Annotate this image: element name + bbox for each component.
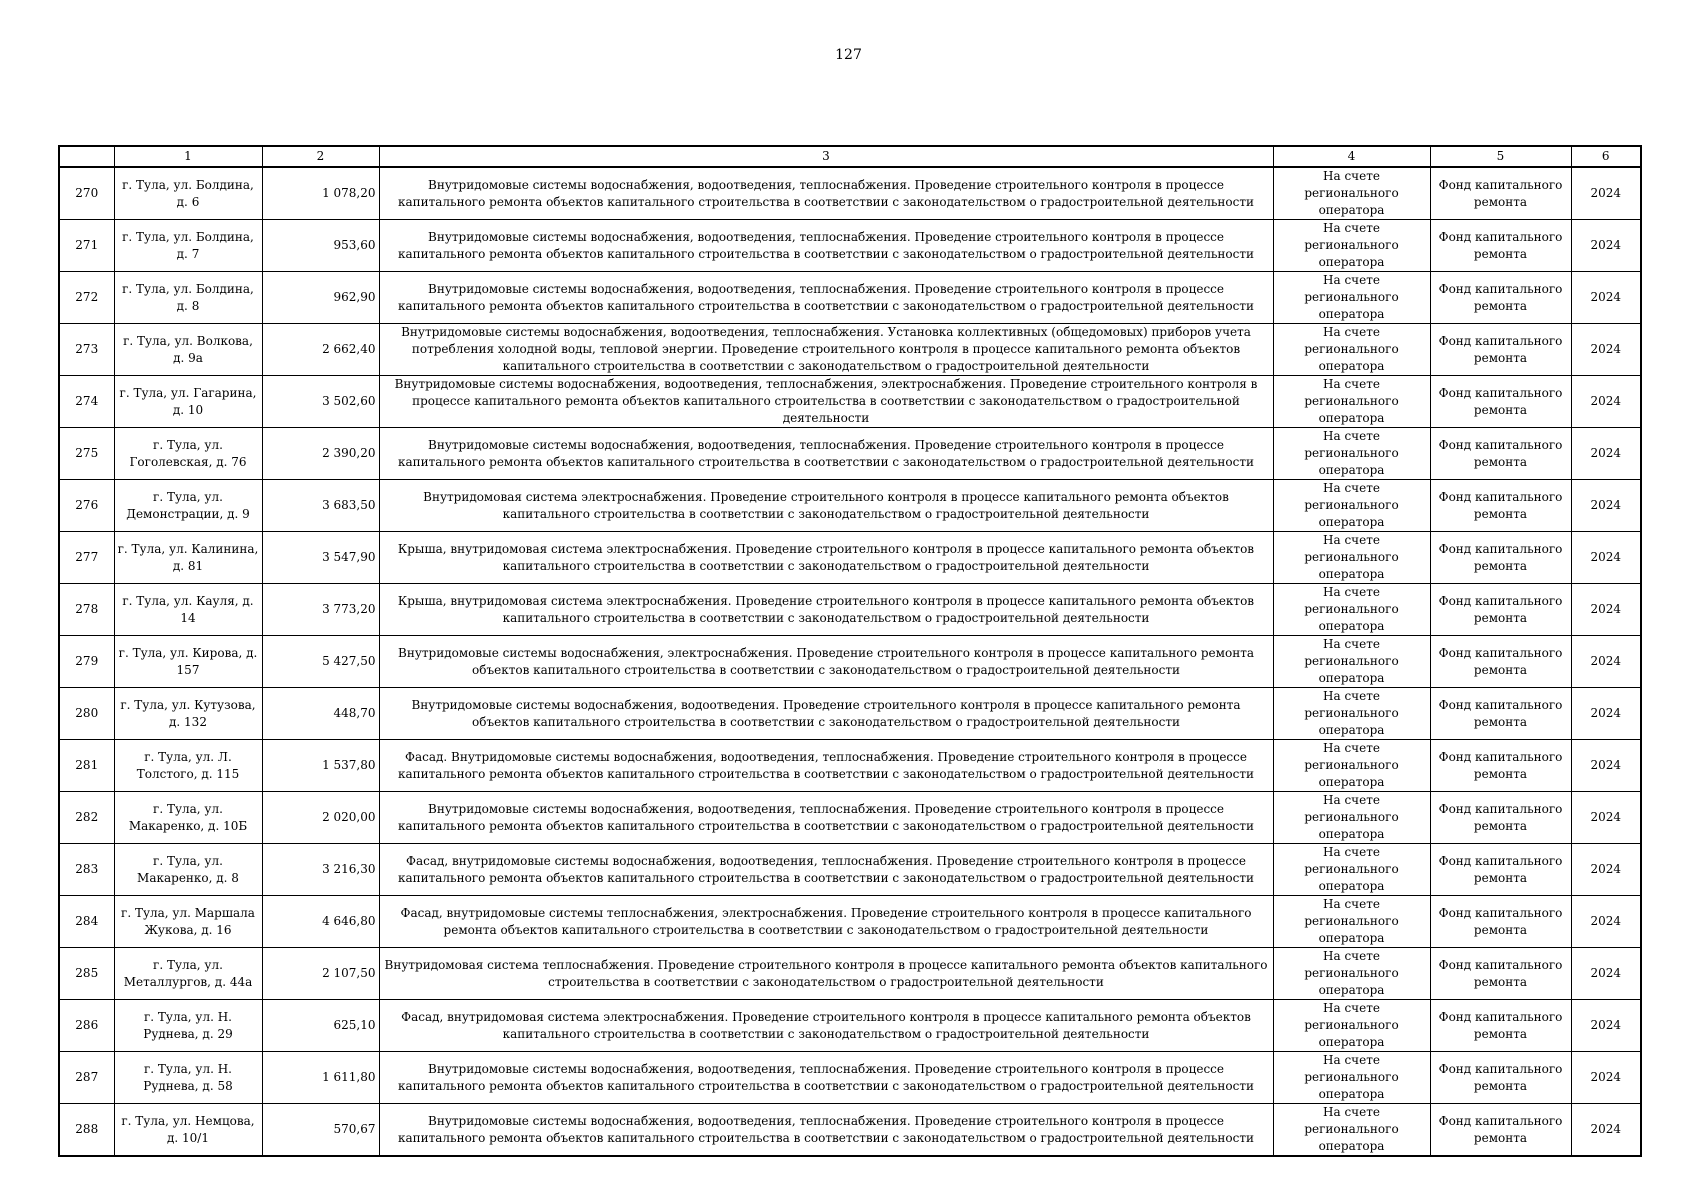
address-cell: г. Тула, ул. Волкова, д. 9а: [114, 324, 262, 376]
table-row: [59, 376, 1641, 428]
table-row: [59, 636, 1641, 688]
year-cell: 2024: [1571, 272, 1641, 324]
account-type-cell: На счете регионального оператора: [1273, 584, 1430, 636]
row-number-cell: 274: [59, 376, 114, 428]
year-cell: 2024: [1571, 167, 1641, 220]
address-cell: г. Тула, ул. Макаренко, д. 8: [114, 844, 262, 896]
table-row: [59, 584, 1641, 636]
table-row: [59, 220, 1641, 272]
funding-source-cell: Фонд капитального ремонта: [1430, 220, 1571, 272]
row-number-cell: 280: [59, 688, 114, 740]
works-description-cell: Внутридомовые системы водоснабжения, водоотведения. Проведение строительного контроля в процессе капитального ремонта объектов капитального строительства в соответствии с законодательством о градостроительной деятельности: [379, 688, 1273, 740]
table-row: [59, 428, 1641, 480]
column-header: [59, 146, 114, 167]
year-cell: 2024: [1571, 324, 1641, 376]
year-cell: 2024: [1571, 376, 1641, 428]
year-cell: 2024: [1571, 428, 1641, 480]
row-number-cell: 284: [59, 896, 114, 948]
table-row: [59, 480, 1641, 532]
account-type-cell: На счете регионального оператора: [1273, 636, 1430, 688]
funding-source-cell: Фонд капитального ремонта: [1430, 324, 1571, 376]
cost-cell: 1 537,80: [262, 740, 379, 792]
year-cell: 2024: [1571, 740, 1641, 792]
address-cell: г. Тула, ул. Н. Руднева, д. 58: [114, 1052, 262, 1104]
year-cell: 2024: [1571, 896, 1641, 948]
row-number-cell: 286: [59, 1000, 114, 1052]
year-cell: 2024: [1571, 480, 1641, 532]
account-type-cell: На счете регионального оператора: [1273, 480, 1430, 532]
cost-cell: 2 390,20: [262, 428, 379, 480]
column-header: 5: [1430, 146, 1571, 167]
year-cell: 2024: [1571, 584, 1641, 636]
cost-cell: 2 020,00: [262, 792, 379, 844]
funding-source-cell: Фонд капитального ремонта: [1430, 584, 1571, 636]
year-cell: 2024: [1571, 1052, 1641, 1104]
account-type-cell: На счете регионального оператора: [1273, 844, 1430, 896]
account-type-cell: На счете регионального оператора: [1273, 740, 1430, 792]
row-number-cell: 273: [59, 324, 114, 376]
funding-source-cell: Фонд капитального ремонта: [1430, 1052, 1571, 1104]
account-type-cell: На счете регионального оператора: [1273, 1000, 1430, 1052]
account-type-cell: На счете регионального оператора: [1273, 1052, 1430, 1104]
works-description-cell: Фасад, внутридомовая система электроснабжения. Проведение строительного контроля в процессе капитального ремонта объектов капитального строительства в соответствии с законодательством о градостроительной деятельности: [379, 1000, 1273, 1052]
column-header: 2: [262, 146, 379, 167]
cost-cell: 3 547,90: [262, 532, 379, 584]
account-type-cell: На счете регионального оператора: [1273, 688, 1430, 740]
address-cell: г. Тула, ул. Калинина, д. 81: [114, 532, 262, 584]
address-cell: г. Тула, ул. Металлургов, д. 44а: [114, 948, 262, 1000]
account-type-cell: На счете регионального оператора: [1273, 948, 1430, 1000]
table-row: [59, 948, 1641, 1000]
address-cell: г. Тула, ул. Демонстрации, д. 9: [114, 480, 262, 532]
year-cell: 2024: [1571, 1000, 1641, 1052]
works-description-cell: Внутридомовые системы водоснабжения, водоотведения, теплоснабжения. Установка коллективных (общедомовых) приборов учета потребления холодной воды, тепловой энергии. Проведение строительного контроля в процессе капитального ремонта объектов капитального строительства в соответствии с законодательством о градостроительной деятельности: [379, 324, 1273, 376]
capital-repair-table: [58, 145, 1642, 1157]
table-row: [59, 532, 1641, 584]
cost-cell: 1 611,80: [262, 1052, 379, 1104]
funding-source-cell: Фонд капитального ремонта: [1430, 532, 1571, 584]
account-type-cell: На счете регионального оператора: [1273, 792, 1430, 844]
address-cell: г. Тула, ул. Болдина, д. 6: [114, 167, 262, 220]
works-description-cell: Крыша, внутридомовая система электроснабжения. Проведение строительного контроля в процессе капитального ремонта объектов капитального строительства в соответствии с законодательством о градостроительной деятельности: [379, 532, 1273, 584]
works-description-cell: Крыша, внутридомовая система электроснабжения. Проведение строительного контроля в процессе капитального ремонта объектов капитального строительства в соответствии с законодательством о градостроительной деятельности: [379, 584, 1273, 636]
address-cell: г. Тула, ул. Кирова, д. 157: [114, 636, 262, 688]
page-number: 127: [835, 47, 862, 63]
cost-cell: 3 773,20: [262, 584, 379, 636]
table-row: [59, 844, 1641, 896]
address-cell: г. Тула, ул. Кауля, д. 14: [114, 584, 262, 636]
row-number-cell: 282: [59, 792, 114, 844]
funding-source-cell: Фонд капитального ремонта: [1430, 167, 1571, 220]
address-cell: г. Тула, ул. Маршала Жукова, д. 16: [114, 896, 262, 948]
funding-source-cell: Фонд капитального ремонта: [1430, 844, 1571, 896]
row-number-cell: 278: [59, 584, 114, 636]
funding-source-cell: Фонд капитального ремонта: [1430, 740, 1571, 792]
table-row: [59, 740, 1641, 792]
account-type-cell: На счете регионального оператора: [1273, 220, 1430, 272]
table-row: [59, 167, 1641, 220]
works-description-cell: Фасад. Внутридомовые системы водоснабжения, водоотведения, теплоснабжения. Проведение строительного контроля в процессе капитального ремонта объектов капитального строительства в соответствии с законодательством о градостроительной деятельности: [379, 740, 1273, 792]
account-type-cell: На счете регионального оператора: [1273, 428, 1430, 480]
table-row: [59, 272, 1641, 324]
row-number-cell: 275: [59, 428, 114, 480]
cost-cell: 3 683,50: [262, 480, 379, 532]
account-type-cell: На счете регионального оператора: [1273, 532, 1430, 584]
account-type-cell: На счете регионального оператора: [1273, 896, 1430, 948]
account-type-cell: На счете регионального оператора: [1273, 272, 1430, 324]
year-cell: 2024: [1571, 844, 1641, 896]
address-cell: г. Тула, ул. Л. Толстого, д. 115: [114, 740, 262, 792]
funding-source-cell: Фонд капитального ремонта: [1430, 480, 1571, 532]
column-header: 4: [1273, 146, 1430, 167]
funding-source-cell: Фонд капитального ремонта: [1430, 272, 1571, 324]
table-row: [59, 896, 1641, 948]
row-number-cell: 287: [59, 1052, 114, 1104]
address-cell: г. Тула, ул. Макаренко, д. 10Б: [114, 792, 262, 844]
account-type-cell: На счете регионального оператора: [1273, 324, 1430, 376]
year-cell: 2024: [1571, 636, 1641, 688]
address-cell: г. Тула, ул. Немцова, д. 10/1: [114, 1104, 262, 1157]
year-cell: 2024: [1571, 948, 1641, 1000]
works-description-cell: Внутридомовые системы водоснабжения, водоотведения, теплоснабжения. Проведение строительного контроля в процессе капитального ремонта объектов капитального строительства в соответствии с законодательством о градостроительной деятельности: [379, 428, 1273, 480]
funding-source-cell: Фонд капитального ремонта: [1430, 376, 1571, 428]
year-cell: 2024: [1571, 688, 1641, 740]
funding-source-cell: Фонд капитального ремонта: [1430, 792, 1571, 844]
cost-cell: 4 646,80: [262, 896, 379, 948]
funding-source-cell: Фонд капитального ремонта: [1430, 948, 1571, 1000]
works-description-cell: Внутридомовые системы водоснабжения, водоотведения, теплоснабжения. Проведение строительного контроля в процессе капитального ремонта объектов капитального строительства в соответствии с законодательством о градостроительной деятельности: [379, 1104, 1273, 1157]
cost-cell: 448,70: [262, 688, 379, 740]
works-description-cell: Внутридомовые системы водоснабжения, водоотведения, теплоснабжения. Проведение строительного контроля в процессе капитального ремонта объектов капитального строительства в соответствии с законодательством о градостроительной деятельности: [379, 220, 1273, 272]
funding-source-cell: Фонд капитального ремонта: [1430, 428, 1571, 480]
row-number-cell: 271: [59, 220, 114, 272]
cost-cell: 3 502,60: [262, 376, 379, 428]
table-body: [59, 167, 1641, 1156]
works-description-cell: Внутридомовые системы водоснабжения, электроснабжения. Проведение строительного контроля в процессе капитального ремонта объектов капитального строительства в соответствии с законодательством о градостроительной деятельности: [379, 636, 1273, 688]
cost-cell: 570,67: [262, 1104, 379, 1157]
funding-source-cell: Фонд капитального ремонта: [1430, 1104, 1571, 1157]
works-description-cell: Внутридомовая система теплоснабжения. Проведение строительного контроля в процессе капитального ремонта объектов капитального строительства в соответствии с законодательством о градостроительной деятельности: [379, 948, 1273, 1000]
table-row: [59, 792, 1641, 844]
works-description-cell: Внутридомовые системы водоснабжения, водоотведения, теплоснабжения. Проведение строительного контроля в процессе капитального ремонта объектов капитального строительства в соответствии с законодательством о градостроительной деятельности: [379, 167, 1273, 220]
funding-source-cell: Фонд капитального ремонта: [1430, 688, 1571, 740]
column-header: 3: [379, 146, 1273, 167]
account-type-cell: На счете регионального оператора: [1273, 376, 1430, 428]
funding-source-cell: Фонд капитального ремонта: [1430, 1000, 1571, 1052]
address-cell: г. Тула, ул. Болдина, д. 7: [114, 220, 262, 272]
column-header: 1: [114, 146, 262, 167]
cost-cell: 953,60: [262, 220, 379, 272]
cost-cell: 5 427,50: [262, 636, 379, 688]
address-cell: г. Тула, ул. Болдина, д. 8: [114, 272, 262, 324]
row-number-cell: 281: [59, 740, 114, 792]
table-row: [59, 324, 1641, 376]
address-cell: г. Тула, ул. Гагарина, д. 10: [114, 376, 262, 428]
table-row: [59, 1052, 1641, 1104]
address-cell: г. Тула, ул. Гоголевская, д. 76: [114, 428, 262, 480]
row-number-cell: 276: [59, 480, 114, 532]
column-number-header-row: [59, 146, 1641, 167]
cost-cell: 2 107,50: [262, 948, 379, 1000]
works-description-cell: Внутридомовые системы водоснабжения, водоотведения, теплоснабжения. Проведение строительного контроля в процессе капитального ремонта объектов капитального строительства в соответствии с законодательством о градостроительной деятельности: [379, 272, 1273, 324]
year-cell: 2024: [1571, 220, 1641, 272]
funding-source-cell: Фонд капитального ремонта: [1430, 636, 1571, 688]
account-type-cell: На счете регионального оператора: [1273, 1104, 1430, 1157]
works-description-cell: Фасад, внутридомовые системы теплоснабжения, электроснабжения. Проведение строительного контроля в процессе капитального ремонта объектов капитального строительства в соответствии с законодательством о градостроительной деятельности: [379, 896, 1273, 948]
works-description-cell: Внутридомовые системы водоснабжения, водоотведения, теплоснабжения. Проведение строительного контроля в процессе капитального ремонта объектов капитального строительства в соответствии с законодательством о градостроительной деятельности: [379, 1052, 1273, 1104]
cost-cell: 962,90: [262, 272, 379, 324]
row-number-cell: 277: [59, 532, 114, 584]
address-cell: г. Тула, ул. Кутузова, д. 132: [114, 688, 262, 740]
works-description-cell: Внутридомовые системы водоснабжения, водоотведения, теплоснабжения, электроснабжения. Проведение строительного контроля в процессе капитального ремонта объектов капитального строительства в соответствии с законодательством о градостроительной деятельности: [379, 376, 1273, 428]
account-type-cell: На счете регионального оператора: [1273, 167, 1430, 220]
table-row: [59, 1000, 1641, 1052]
column-header: 6: [1571, 146, 1641, 167]
row-number-cell: 283: [59, 844, 114, 896]
works-description-cell: Фасад, внутридомовые системы водоснабжения, водоотведения, теплоснабжения. Проведение строительного контроля в процессе капитального ремонта объектов капитального строительства в соответствии с законодательством о градостроительной деятельности: [379, 844, 1273, 896]
year-cell: 2024: [1571, 1104, 1641, 1157]
row-number-cell: 279: [59, 636, 114, 688]
cost-cell: 2 662,40: [262, 324, 379, 376]
row-number-cell: 272: [59, 272, 114, 324]
table-row: [59, 688, 1641, 740]
year-cell: 2024: [1571, 792, 1641, 844]
row-number-cell: 285: [59, 948, 114, 1000]
funding-source-cell: Фонд капитального ремонта: [1430, 896, 1571, 948]
year-cell: 2024: [1571, 532, 1641, 584]
works-description-cell: Внутридомовая система электроснабжения. Проведение строительного контроля в процессе капитального ремонта объектов капитального строительства в соответствии с законодательством о градостроительной деятельности: [379, 480, 1273, 532]
row-number-cell: 288: [59, 1104, 114, 1157]
address-cell: г. Тула, ул. Н. Руднева, д. 29: [114, 1000, 262, 1052]
table-row: [59, 1104, 1641, 1157]
cost-cell: 625,10: [262, 1000, 379, 1052]
cost-cell: 1 078,20: [262, 167, 379, 220]
works-description-cell: Внутридомовые системы водоснабжения, водоотведения, теплоснабжения. Проведение строительного контроля в процессе капитального ремонта объектов капитального строительства в соответствии с законодательством о градостроительной деятельности: [379, 792, 1273, 844]
row-number-cell: 270: [59, 167, 114, 220]
cost-cell: 3 216,30: [262, 844, 379, 896]
